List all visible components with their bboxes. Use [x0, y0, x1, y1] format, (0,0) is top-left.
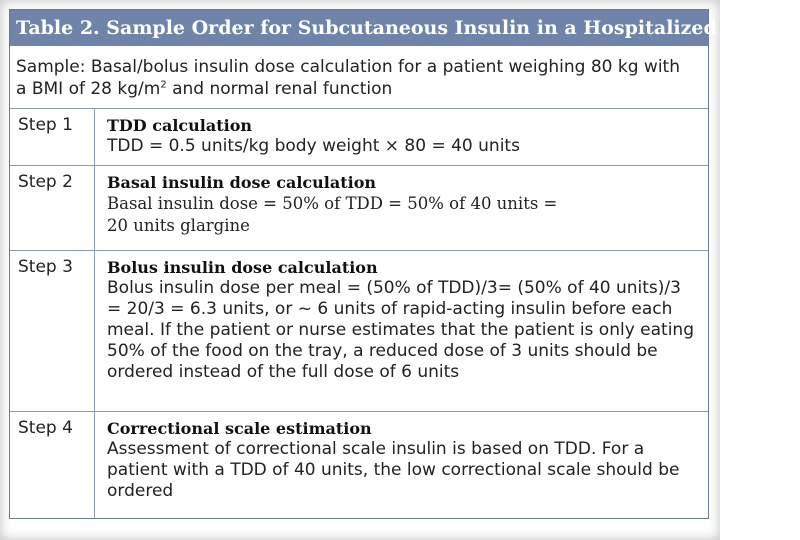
step-label: Step 1 [10, 109, 95, 165]
step-heading: Correctional scale estimation [107, 419, 372, 438]
step-text-line: = 20/3 = 6.3 units, or ~ 6 units of rapid-acting insulin before each [107, 299, 673, 319]
step-label: Step 4 [10, 412, 95, 518]
table-row-step-2 [10, 166, 708, 251]
table-title: Table 2. Sample Order for Subcutaneous Insulin in a Hospitalized Patient [10, 10, 708, 46]
table-row-step-3 [10, 251, 708, 412]
step-content [95, 166, 708, 250]
step-text-line: ordered [107, 481, 174, 501]
step-label: Step 3 [10, 251, 95, 411]
step-text-line: patient with a TDD of 40 units, the low correctional scale should be [107, 460, 680, 480]
step-text-line: Bolus insulin dose per meal = (50% of TDD)/3= (50% of 40 units)/3 [107, 278, 681, 298]
intro-line-2-post: and normal renal function [166, 79, 393, 99]
step-heading: Bolus insulin dose calculation [107, 258, 378, 277]
step-text-line: TDD = 0.5 units/kg body weight × 80 = 40 units [107, 136, 520, 156]
step-text-line: Assessment of correctional scale insulin is based on TDD. For a [107, 439, 645, 459]
step-content [95, 412, 708, 518]
step-text-line: Basal insulin dose = 50% of TDD = 50% of 40 units = [107, 194, 558, 213]
step-heading: TDD calculation [107, 116, 253, 135]
step-label: Step 2 [10, 166, 95, 250]
step-text-line: meal. If the patient or nurse estimates that the patient is only eating [107, 320, 694, 340]
step-content [95, 251, 708, 411]
insulin-order-table [9, 9, 800, 519]
table-row-step-1 [10, 109, 708, 166]
table-intro [10, 46, 708, 109]
step-text-line: 50% of the food on the tray, a reduced dose of 3 units should be [107, 341, 658, 361]
table-row-step-4 [10, 412, 708, 518]
step-text-line: ordered instead of the full dose of 6 units [107, 362, 460, 382]
step-text-line: 20 units glargine [107, 215, 250, 235]
step-heading: Basal insulin dose calculation [107, 173, 377, 192]
intro-line-2 [16, 78, 702, 100]
intro-line-1: Sample: Basal/bolus insulin dose calculation for a patient weighing 80 kg with [16, 57, 680, 77]
intro-superscript: 2 [160, 79, 167, 91]
step-content [95, 109, 708, 165]
intro-line-2-pre: a BMI of 28 kg/m [16, 79, 161, 99]
